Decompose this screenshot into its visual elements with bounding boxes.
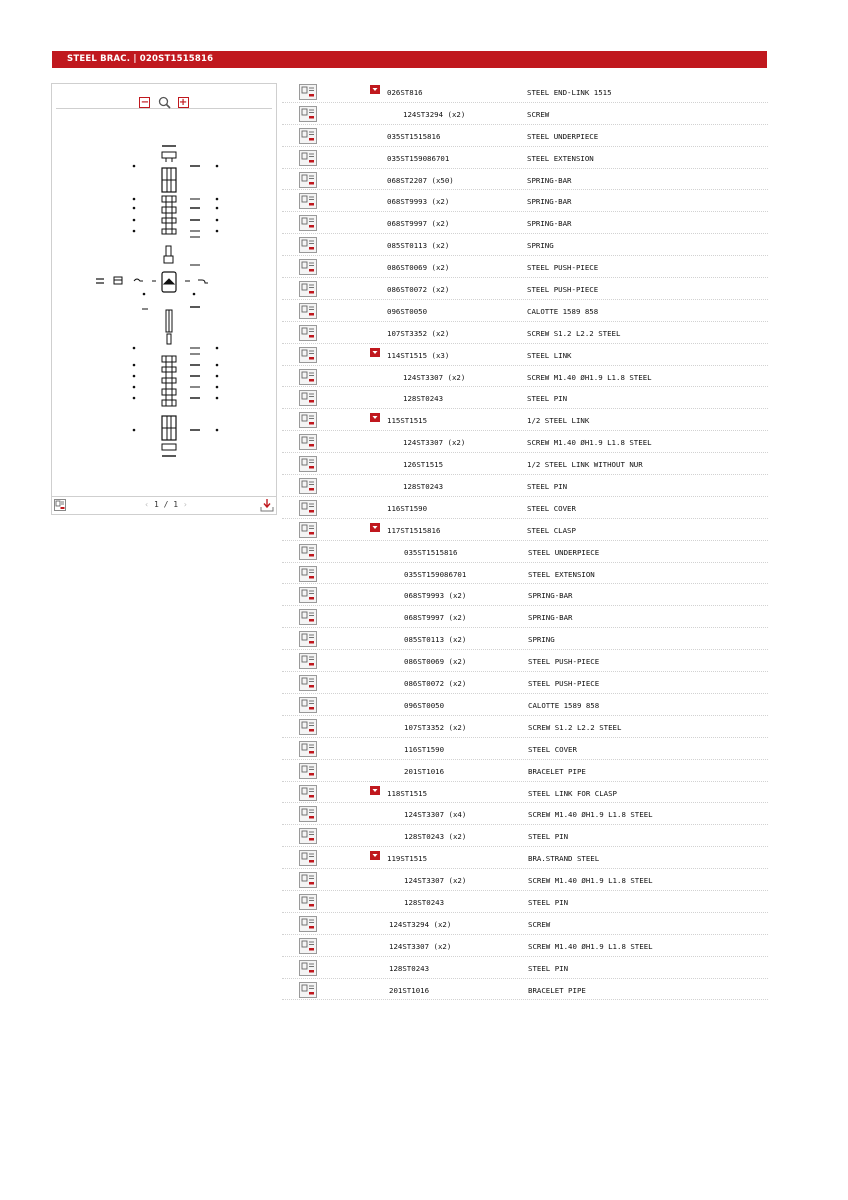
part-code: 107ST3352 (x2) [387, 328, 450, 338]
part-description: SPRING-BAR [528, 613, 573, 623]
part-description: SCREW [528, 919, 551, 929]
part-image-icon[interactable] [299, 631, 317, 647]
part-row[interactable] [282, 366, 768, 388]
part-row[interactable] [282, 453, 768, 475]
part-image-icon[interactable] [299, 785, 317, 801]
part-description: STEEL COVER [527, 503, 576, 513]
part-description: STEEL PUSH-PIECE [528, 657, 600, 667]
part-image-icon[interactable] [299, 281, 317, 297]
page-title: STEEL BRAC. | 020ST1515816 [52, 51, 767, 68]
part-description: SCREW M1.40 ØH1.9 L1.8 STEEL [528, 810, 653, 820]
part-image-icon[interactable] [299, 522, 317, 538]
part-code: 201ST1016 [404, 766, 445, 776]
part-code: 086ST0072 (x2) [404, 679, 467, 689]
part-image-icon[interactable] [299, 193, 317, 209]
expand-toggle-icon[interactable] [370, 85, 380, 94]
part-description: SCREW M1.40 ØH1.9 L1.8 STEEL [528, 941, 653, 951]
part-description: SPRING-BAR [527, 219, 572, 229]
part-code: 116ST1590 [387, 503, 428, 513]
pager [142, 500, 190, 509]
zoom-in-button[interactable]: + [178, 97, 188, 108]
part-row[interactable] [282, 81, 768, 103]
part-image-icon[interactable] [299, 609, 317, 625]
part-code: 068ST9997 (x2) [404, 613, 467, 623]
part-description: SCREW [527, 109, 550, 119]
expand-toggle-icon[interactable] [370, 523, 380, 532]
part-image-icon[interactable] [299, 150, 317, 166]
part-image-icon[interactable] [299, 872, 317, 888]
part-description: SPRING-BAR [527, 197, 572, 207]
part-description: 1/2 STEEL LINK WITHOUT NUR [527, 460, 643, 470]
part-row[interactable] [282, 169, 768, 191]
part-row[interactable] [282, 125, 768, 147]
part-image-icon[interactable] [299, 566, 317, 582]
zoom-toolbar [56, 92, 272, 109]
zoom-out-button[interactable]: − [140, 97, 150, 108]
part-description: STEEL PUSH-PIECE [527, 263, 599, 273]
part-description: STEEL COVER [528, 744, 577, 754]
part-description: STEEL PUSH-PIECE [528, 679, 600, 689]
part-row[interactable] [282, 431, 768, 453]
part-image-icon[interactable] [299, 741, 317, 757]
part-row[interactable] [282, 825, 768, 847]
part-row[interactable] [282, 847, 768, 869]
part-code: 086ST0069 (x2) [387, 263, 450, 273]
viewer-footer [52, 496, 276, 514]
part-description: SCREW M1.40 ØH1.9 L1.8 STEEL [528, 876, 653, 886]
part-code: 124ST3307 (x2) [404, 876, 467, 886]
part-image-icon[interactable] [299, 719, 317, 735]
part-image-icon[interactable] [299, 960, 317, 976]
part-row[interactable] [282, 760, 768, 782]
part-code: 114ST1515 (x3) [387, 350, 450, 360]
part-image-icon[interactable] [299, 84, 317, 100]
part-code: 128ST0243 [403, 394, 444, 404]
part-description: STEEL PIN [528, 897, 569, 907]
part-code: 116ST1590 [404, 744, 445, 754]
part-description: 1/2 STEEL LINK [527, 416, 590, 426]
part-code: 035ST159086701 [387, 153, 450, 163]
part-row[interactable] [282, 541, 768, 563]
part-code: 117ST1515816 [387, 525, 441, 535]
part-row[interactable] [282, 256, 768, 278]
part-description: SCREW M1.40 ØH1.9 L1.8 STEEL [527, 372, 652, 382]
part-code: 128ST0243 [389, 963, 430, 973]
part-code: 124ST3307 (x2) [403, 372, 466, 382]
part-row[interactable] [282, 278, 768, 300]
part-code: 119ST1515 [387, 854, 428, 864]
part-code: 128ST0243 [404, 897, 445, 907]
part-description: STEEL END-LINK 1515 [527, 88, 612, 97]
part-code: 128ST0243 (x2) [404, 832, 467, 842]
part-row[interactable] [282, 694, 768, 716]
part-description: CALOTTE 1589 858 [528, 700, 600, 710]
part-row[interactable] [282, 322, 768, 344]
part-code: 096ST0050 [404, 700, 445, 710]
part-image-icon[interactable] [299, 916, 317, 932]
part-image-icon[interactable] [299, 587, 317, 603]
part-image-icon[interactable] [299, 850, 317, 866]
part-image-icon[interactable] [299, 128, 317, 144]
part-description: STEEL LINK [527, 350, 572, 360]
part-image-icon[interactable] [299, 828, 317, 844]
thumbnail-icon[interactable] [54, 499, 66, 511]
part-row[interactable] [282, 300, 768, 322]
part-row[interactable] [282, 519, 768, 541]
part-image-icon[interactable] [299, 894, 317, 910]
part-image-icon[interactable] [299, 347, 317, 363]
part-code: 026ST816 [387, 88, 423, 97]
drawing-viewer [51, 83, 277, 515]
part-row[interactable] [282, 935, 768, 957]
part-image-icon[interactable] [299, 172, 317, 188]
part-image-icon[interactable] [299, 763, 317, 779]
part-image-icon[interactable] [299, 478, 317, 494]
part-code: 124ST3294 (x2) [403, 109, 466, 119]
part-row[interactable] [282, 979, 768, 1001]
part-description: BRA.STRAND STEEL [528, 854, 600, 864]
part-code: 118ST1515 [387, 788, 428, 798]
part-description: SPRING-BAR [528, 591, 573, 601]
part-description: SPRING-BAR [527, 175, 572, 185]
expand-toggle-icon[interactable] [370, 786, 380, 795]
part-row[interactable] [282, 475, 768, 497]
part-description: STEEL PIN [527, 482, 568, 492]
part-code: 035ST1515816 [387, 131, 441, 141]
part-row[interactable] [282, 563, 768, 585]
part-row[interactable] [282, 212, 768, 234]
part-code: 107ST3352 (x2) [404, 722, 467, 732]
part-image-icon[interactable] [299, 938, 317, 954]
part-image-icon[interactable] [299, 325, 317, 341]
part-row[interactable] [282, 650, 768, 672]
part-description: STEEL PUSH-PIECE [527, 285, 599, 295]
part-image-icon[interactable] [299, 456, 317, 472]
part-row[interactable] [282, 913, 768, 935]
part-code: 035ST159086701 [404, 569, 467, 579]
part-image-icon[interactable] [299, 653, 317, 669]
part-image-icon[interactable] [299, 500, 317, 516]
next-page-button[interactable]: › [182, 500, 188, 509]
part-row[interactable] [282, 628, 768, 650]
part-description: STEEL PIN [528, 963, 569, 973]
part-row[interactable] [282, 584, 768, 606]
part-row[interactable] [282, 103, 768, 125]
part-description: SCREW S1.2 L2.2 STEEL [528, 722, 622, 732]
part-code: 086ST0069 (x2) [404, 657, 467, 667]
part-code: 085ST0113 (x2) [387, 241, 450, 251]
part-row[interactable] [282, 782, 768, 804]
part-code: 124ST3307 (x2) [403, 438, 466, 448]
part-image-icon[interactable] [299, 412, 317, 428]
part-image-icon[interactable] [299, 806, 317, 822]
part-description: STEEL UNDERPIECE [527, 131, 599, 141]
part-description: SCREW S1.2 L2.2 STEEL [527, 328, 621, 338]
part-description: STEEL PIN [528, 832, 569, 842]
part-code: 068ST9993 (x2) [404, 591, 467, 601]
part-image-icon[interactable] [299, 544, 317, 560]
part-row[interactable] [282, 409, 768, 431]
expand-toggle-icon[interactable] [370, 348, 380, 357]
part-row[interactable] [282, 387, 768, 409]
part-image-icon[interactable] [299, 237, 317, 253]
part-image-icon[interactable] [299, 434, 317, 450]
part-description: BRACELET PIPE [528, 766, 586, 776]
part-row[interactable] [282, 738, 768, 760]
part-code: 086ST0072 (x2) [387, 285, 450, 295]
part-description: BRACELET PIPE [528, 985, 586, 995]
magnifier-icon[interactable] [158, 96, 171, 109]
part-image-icon[interactable] [299, 675, 317, 691]
part-row[interactable] [282, 234, 768, 256]
part-description: CALOTTE 1589 858 [527, 306, 599, 316]
prev-page-button[interactable]: ‹ [144, 500, 150, 509]
part-image-icon[interactable] [299, 697, 317, 713]
part-code: 124ST3307 (x4) [404, 810, 467, 820]
part-row[interactable] [282, 147, 768, 169]
part-code: 126ST1515 [403, 460, 444, 470]
part-code: 124ST3294 (x2) [389, 919, 452, 929]
part-description: STEEL CLASP [527, 525, 576, 535]
expand-toggle-icon[interactable] [370, 413, 380, 422]
part-code: 128ST0243 [403, 482, 444, 492]
part-image-icon[interactable] [299, 369, 317, 385]
part-code: 201ST1016 [389, 985, 430, 995]
part-code: 096ST0050 [387, 306, 428, 316]
part-image-icon[interactable] [299, 106, 317, 122]
part-code: 124ST3307 (x2) [389, 941, 452, 951]
part-row[interactable] [282, 891, 768, 913]
parts-list [282, 81, 768, 1000]
part-image-icon[interactable] [299, 215, 317, 231]
part-description: STEEL EXTENSION [528, 569, 595, 579]
part-description: SCREW M1.40 ØH1.9 L1.8 STEEL [527, 438, 652, 448]
part-description: STEEL UNDERPIECE [528, 547, 600, 557]
part-code: 068ST2207 (x50) [387, 175, 454, 185]
part-row[interactable] [282, 803, 768, 825]
part-row[interactable] [282, 716, 768, 738]
part-code: 068ST9997 (x2) [387, 219, 450, 229]
part-row[interactable] [282, 869, 768, 891]
part-description: STEEL EXTENSION [527, 153, 594, 163]
expand-toggle-icon[interactable] [370, 851, 380, 860]
part-code: 085ST0113 (x2) [404, 635, 467, 645]
page-indicator: 1 / 1 [153, 500, 179, 509]
part-description: SPRING [527, 241, 554, 251]
part-code: 115ST1515 [387, 416, 428, 426]
part-image-icon[interactable] [299, 390, 317, 406]
part-row[interactable] [282, 497, 768, 519]
part-code: 068ST9993 (x2) [387, 197, 450, 207]
part-description: STEEL PIN [527, 394, 568, 404]
part-image-icon[interactable] [299, 259, 317, 275]
part-image-icon[interactable] [299, 982, 317, 998]
download-icon[interactable] [260, 498, 274, 513]
part-row[interactable] [282, 190, 768, 212]
part-row[interactable] [282, 672, 768, 694]
part-row[interactable] [282, 344, 768, 366]
part-description: STEEL LINK FOR CLASP [528, 788, 617, 798]
part-row[interactable] [282, 957, 768, 979]
part-row[interactable] [282, 606, 768, 628]
part-image-icon[interactable] [299, 303, 317, 319]
part-code: 035ST1515816 [404, 547, 458, 557]
part-description: SPRING [528, 635, 555, 645]
